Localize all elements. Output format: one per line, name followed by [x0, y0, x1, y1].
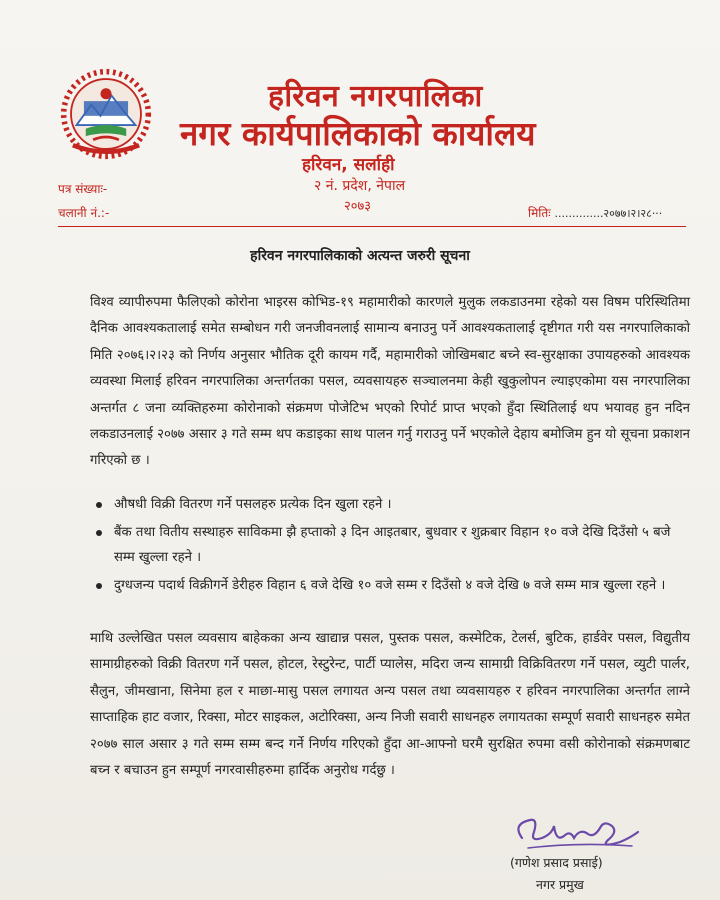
office-province: २ नं. प्रदेश, नेपाल — [314, 178, 406, 194]
office-place: हरिवन, सर्लाही — [302, 155, 395, 175]
date-label: मितिः — [528, 206, 551, 220]
bullet-icon — [96, 583, 102, 589]
signature-mark-icon — [508, 808, 648, 858]
date-value: ..............२०७७।२।२८··· — [554, 207, 663, 220]
date-field — [528, 204, 662, 221]
list-item-text: औषधी विक्री वितरण गर्ने पसलहरु प्रत्येक दिन खुला रहने । — [114, 497, 392, 512]
list-item — [90, 492, 690, 517]
list-item-text: दुग्धजन्य पदार्थ विक्रीगर्ने डेरीहरु विहान ६ वजे देखि १० वजे सम्म र दिउँसो ४ वजे देखि ७ वजे सम्म मात्र खुल्ला रहने । — [114, 578, 666, 593]
patra-sankhya-label: पत्र संख्याः- — [58, 182, 108, 196]
nepal-emblem-icon — [60, 68, 152, 160]
list-item — [90, 573, 690, 598]
list-item — [90, 520, 690, 570]
office-name: हरिवन नगरपालिका — [268, 79, 483, 114]
office-title: नगर कार्यपालिकाको कार्यालय — [180, 114, 536, 153]
notice-paragraph-2: माथि उल्लेखित पसल व्यवसाय बाहेकका अन्य खाद्यान्न पसल, पुस्तक पसल, कस्मेटिक, टेलर्स, बुटिक, हार्डवेर पसल, विद्युतीय सामाग्रीहरुको विक्री वितरण गर्ने पसल, होटल, रेस्टुरेन्ट, पार्टी प्यालेस, मदिरा जन्य सामाग्री विक्रिवितरण गर्ने पसल, व्युटी पार्लर, सैलुन, जीमखाना, सिनेमा हल र माछा-मासु पसल लगायत अन्य पसल तथा व्यवसायहरु र हरिवन नगरपालिका अन्तर्गत लाग्ने साप्ताहिक हाट वजार, रिक्सा, मोटर साइकल, अटोरिक्सा, अन्य निजी सवारी साधनहरु लगायतका सम्पूर्ण सवारी साधनहरु समेत २०७७ साल असार ३ गते सम्म सम्म बन्द गर्ने निर्णय गरिएको हुँदा आ-आफ्नो घरमै सुरक्षित रुपमा वसी कोरोनाको संक्रमणबाट बच्न र बचाउन हुन सम्पूर्ण नगरवासीहरुमा हार्दिक अनुरोध गर्दछु । — [90, 631, 690, 779]
office-year: २०७३ — [344, 199, 372, 214]
bullet-icon — [96, 530, 102, 536]
chalani-number-label: चलानी नं.:- — [58, 206, 110, 220]
header-divider — [58, 226, 686, 227]
notice-bullet-list — [90, 492, 690, 601]
bullet-icon — [96, 502, 102, 508]
notice-paragraph-1: विश्व व्यापीरुपमा फैलिएको कोरोना भाइरस कोभिड-१९ महामारीको कारणले मुलुक लकडाउनमा रहेको यस विषम परिस्थितिमा दैनिक आवश्यकतालाई समेत सम्बोधन गरी जनजीवनलाई सामान्य बनाउनु पर्ने आवश्यकतालाई दृष्टीगत गरी यस नगरपालिकाको मिति २०७६।२।२३ को निर्णय अनुसार भौतिक दूरी कायम गर्दै, महामारीको जोखिमबाट बच्ने स्व-सुरक्षाका उपायहरुको आवश्यक व्यवस्था मिलाई हरिवन नगरपालिका अन्तर्गतका पसल, व्यवसायहरु सञ्चालनमा केही खुकुलोपन ल्याइएकोमा यस नगरपालिका अन्तर्गत ८ जना व्यक्तिहरुमा कोरोनाको संक्रमण पोजेटिभ भएको रिपोर्ट प्राप्त भएको हुँदा स्थितिलाई थप भयावह हुन नदिन लकडाउनलाई २०७७ असार ३ गते सम्म थप कडाइका साथ पालन गर्नु गराउनु पर्ने भएकोले देहाय बमोजिम हुन यो सूचना प्रकाशन गरिएको छ । — [90, 295, 690, 469]
list-item-text: बैंक तथा वितीय सस्थाहरु साविकमा झै हप्ताको ३ दिन आइतबार, बुधवार र शुक्रबार विहान १० वजे देखि दिउँसो ५ बजे सम्म खुल्ला रहने । — [114, 525, 671, 565]
signatory-name: (गणेश प्रसाद प्रसाई) — [510, 855, 603, 870]
notice-title: हरिवन नगरपालिकाको अत्यन्त जरुरी सूचना — [250, 248, 470, 264]
signatory-designation: नगर प्रमुख — [536, 877, 584, 892]
